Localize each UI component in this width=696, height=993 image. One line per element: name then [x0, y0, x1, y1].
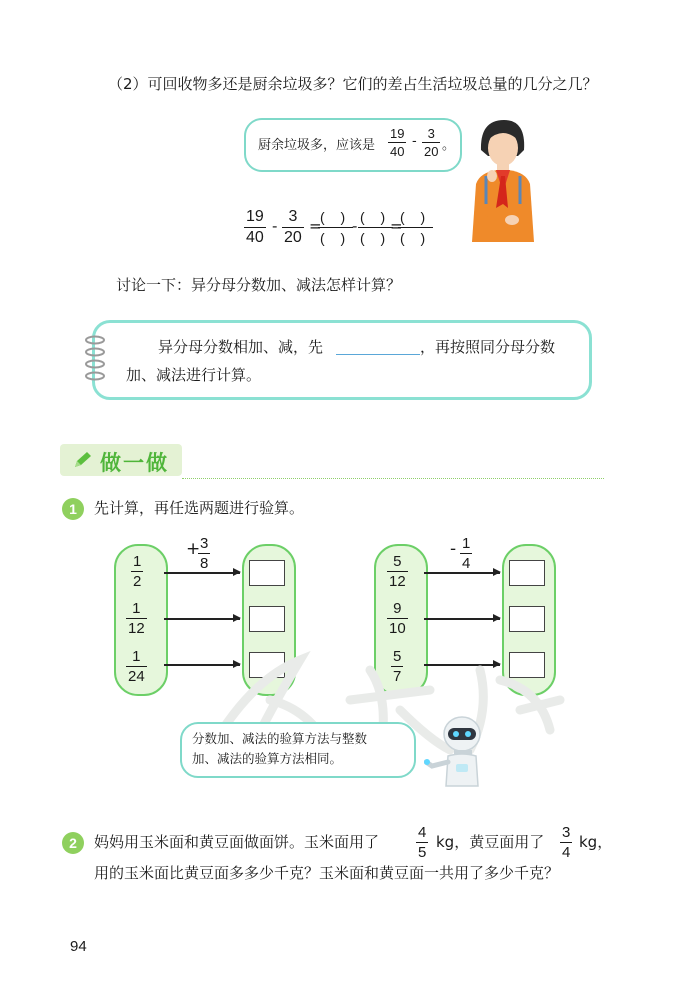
girl-illustration: [466, 112, 536, 244]
rule-line-2: 加、减法进行计算。: [126, 366, 262, 384]
left-op-sign: +: [186, 539, 201, 559]
rule-line-1a: 异分母分数相加、减，先: [158, 338, 324, 356]
left-frac-3: 1 24: [128, 648, 145, 685]
robot-speech-line-1: 分数加、减法的验算方法与整数: [192, 731, 368, 746]
eq-equals-1: =: [309, 217, 322, 235]
left-arrow-2: [164, 618, 240, 620]
eq-equals-2: =: [390, 217, 403, 235]
eq-minus-2: -: [352, 217, 358, 235]
eq-fraction-b: 3 20: [284, 208, 302, 246]
eq-minus-1: -: [272, 217, 278, 235]
exercise-2-text-line-2: 用的玉米面比黄豆面多多少千克？玉米面和黄豆面一共用了多少千克？: [94, 864, 560, 882]
robot-illustration: [424, 712, 496, 790]
left-arrow-1: [164, 572, 240, 574]
speech-end: 。: [442, 138, 456, 153]
left-op-fraction: 3 8: [200, 535, 209, 572]
right-answer-box-2[interactable]: [509, 606, 545, 632]
eq-blank-fraction-3: ( ) ( ): [400, 209, 432, 246]
section-title: 做一做: [100, 451, 169, 475]
speech-fraction-a: 19 40: [390, 126, 405, 159]
exercise-1-text: 先计算，再任选两题进行验算。: [94, 499, 305, 517]
exercise-2-text-a: 妈妈用玉米面和黄豆面做面饼。玉米面用了: [94, 833, 380, 851]
exercise-2-text-b: kg，黄豆面用了: [436, 833, 545, 851]
rule-box: [92, 320, 592, 400]
spiral-binding-icon: [82, 334, 108, 386]
left-frac-2: 1 12: [128, 600, 145, 637]
question-2: （2）可回收物多还是厨余垃圾多？它们的差占生活垃圾总量的几分之几？: [108, 75, 598, 93]
robot-speech-line-2: 加、减法的验算方法相同。: [192, 751, 343, 766]
right-answer-box-1[interactable]: [509, 560, 545, 586]
section-divider: [182, 478, 604, 479]
robot-speech-bubble: [180, 722, 416, 778]
exercise-2-badge: 2: [62, 832, 84, 854]
eq-blank-fraction-1: ( ) ( ): [320, 209, 352, 246]
speech-minus: -: [412, 134, 417, 149]
right-op-fraction: 1 4: [462, 535, 471, 572]
speech-text: 厨余垃圾多，应该是: [258, 138, 376, 153]
rule-fill-blank[interactable]: [336, 354, 420, 355]
page-number: 94: [70, 938, 87, 955]
discuss-prompt: 讨论一下：异分母分数加、减法怎样计算？: [116, 276, 402, 294]
girl-speech-bubble: [244, 118, 462, 172]
exercise-2-fraction-1: 4 5: [418, 824, 427, 861]
right-frac-3: 5 7: [393, 648, 402, 685]
exercise-2-fraction-2: 3 4: [562, 824, 571, 861]
eq-fraction-a: 19 40: [246, 208, 264, 246]
right-frac-1: 5 12: [389, 553, 406, 590]
exercise-2-text-c: kg，: [579, 833, 613, 851]
speech-fraction-b: 3 20: [424, 126, 439, 159]
right-arrow-2: [424, 618, 500, 620]
pencil-icon: [72, 450, 94, 470]
right-arrow-1: [424, 572, 500, 574]
left-answer-box-2[interactable]: [249, 606, 285, 632]
left-frac-1: 1 2: [133, 553, 142, 590]
eq-blank-fraction-2: ( ) ( ): [360, 209, 392, 246]
rule-line-1b: ，再按照同分母分数: [420, 338, 556, 356]
left-answer-box-1[interactable]: [249, 560, 285, 586]
right-op-sign: -: [450, 539, 457, 559]
exercise-1-badge: 1: [62, 498, 84, 520]
right-frac-2: 9 10: [389, 600, 406, 637]
